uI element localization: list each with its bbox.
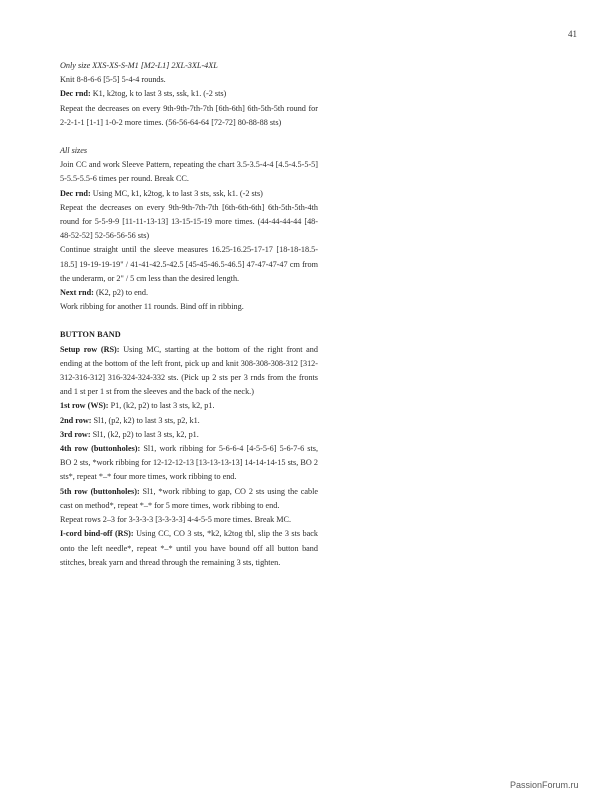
setup-text: Using MC, starting at the bottom of the right front and ending at the bottom of the left front, pick up and knit 308-308-308-312 [312-312-316-312] 316-324-324-332 sts. (Pick up 2 sts per 3 rnds from the fronts and 1 st per 1 st from the sleeves and the back of the neck.) (60, 344, 318, 397)
dec-label: Dec rnd: (60, 188, 91, 198)
row-1-text: P1, (k2, p2) to last 3 sts, k2, p1. (108, 401, 215, 411)
row-4-label: 4th row (buttonholes): (60, 444, 141, 454)
icord-bind-off (60, 527, 318, 570)
row-1 (60, 399, 318, 413)
row-5-label: 5th row (buttonholes): (60, 486, 140, 496)
setup-row (60, 343, 318, 400)
dec-round-1 (60, 87, 318, 101)
row-2-label: 2nd row: (60, 415, 92, 425)
row-3-text: Sl1, (k2, p2) to last 3 sts, k2, p1. (90, 429, 199, 439)
next-label: Next rnd: (60, 288, 94, 298)
row-5-text: Sl1, *work ribbing to gap, CO 2 sts using the cable cast on method*, repeat *–* for 5 more times, work ribbing to end. (60, 486, 318, 510)
page-number: 41 (568, 29, 577, 39)
dec-text: K1, k2tog, k to last 3 sts, ssk, k1. (-2 sts) (90, 89, 227, 99)
next-round (60, 286, 318, 300)
knit-rounds: Knit 8-8-6-6 [5-5] 5-4-4 rounds. (60, 75, 166, 85)
row-3 (60, 428, 318, 442)
row-2-text: Sl1, (p2, k2) to last 3 sts, p2, k1. (91, 415, 200, 425)
icord-text: Using CC, CO 3 sts, *k2, k2tog tbl, slip the 3 sts back onto the left needle*, repeat *–* until you have bound off all button band stitches, break yarn and thread through the remaining 3 sts, tighten. (60, 529, 318, 567)
icord-label: I-cord bind-off (RS): (60, 529, 134, 539)
work-ribbing: Work ribbing for another 11 rounds. Bind off in ribbing. (60, 302, 244, 312)
dec-round-2 (60, 187, 318, 201)
setup-label: Setup row (RS): (60, 344, 120, 354)
dec-label: Dec rnd: (60, 89, 91, 99)
join-cc: Join CC and work Sleeve Pattern, repeating the chart 3.5-3.5-4-4 [4.5-4.5-5-5] 5-5.5-5.5-6 times per round. Break CC. (60, 160, 318, 184)
next-text: (K2, p2) to end. (93, 288, 149, 298)
row-4-text: Sl1, work ribbing for 5-6-6-4 [4-5-5-6] 5-6-7-6 sts, BO 2 sts, *work ribbing for 12-12-12-13 [13-13-13-13] 14-14-14-15 sts, BO 2 sts*, repeat *–* four more times, work ribbing to end. (60, 444, 318, 482)
row-1-label: 1st row (WS): (60, 401, 109, 411)
row-2 (60, 414, 318, 428)
watermark: PassionForum.ru (510, 780, 579, 790)
repeat-decreases-1: Repeat the decreases on every 9th-9th-7th-7th [6th-6th] 6th-5th-5th round for 2-2-1-1 [1-1] 1-0-2 more times. (56-56-64-64 [72-72] 80-88-88 sts) (60, 103, 318, 127)
row-3-label: 3rd row: (60, 429, 91, 439)
continue-straight: Continue straight until the sleeve measures 16.25-16.25-17-17 [18-18-18.5-18.5] 19-19-19-19" / 41-41-42.5-42.5 [45-45-46.5-46.5] 47-47-47-47 cm from the underarm, or 2" / 5 cm less than the desired length. (60, 245, 318, 283)
all-sizes-heading: All sizes (60, 146, 88, 156)
dec-text: Using MC, k1, k2tog, k to last 3 sts, ssk, k1. (-2 sts) (90, 188, 263, 198)
repeat-rows: Repeat rows 2–3 for 3-3-3-3 [3-3-3-3] 4-4-5-5 more times. Break MC. (60, 515, 292, 525)
row-4 (60, 442, 318, 485)
row-5 (60, 485, 318, 513)
only-size-heading: Only size XXS-XS-S-M1 [M2-L1] 2XL-3XL-4XL (60, 61, 218, 70)
repeat-decreases-2: Repeat the decreases on every 9th-9th-7th-7th [6th-6th-6th] 6th-5th-5th-4th round for 5-5-9-9 [11-11-13-13] 13-15-15-19 more times. (44-44-44-44 [48-48-52-52] 52-56-56-56 sts) (60, 202, 318, 241)
button-band-heading: BUTTON BAND (60, 330, 121, 340)
pattern-text (60, 59, 318, 570)
